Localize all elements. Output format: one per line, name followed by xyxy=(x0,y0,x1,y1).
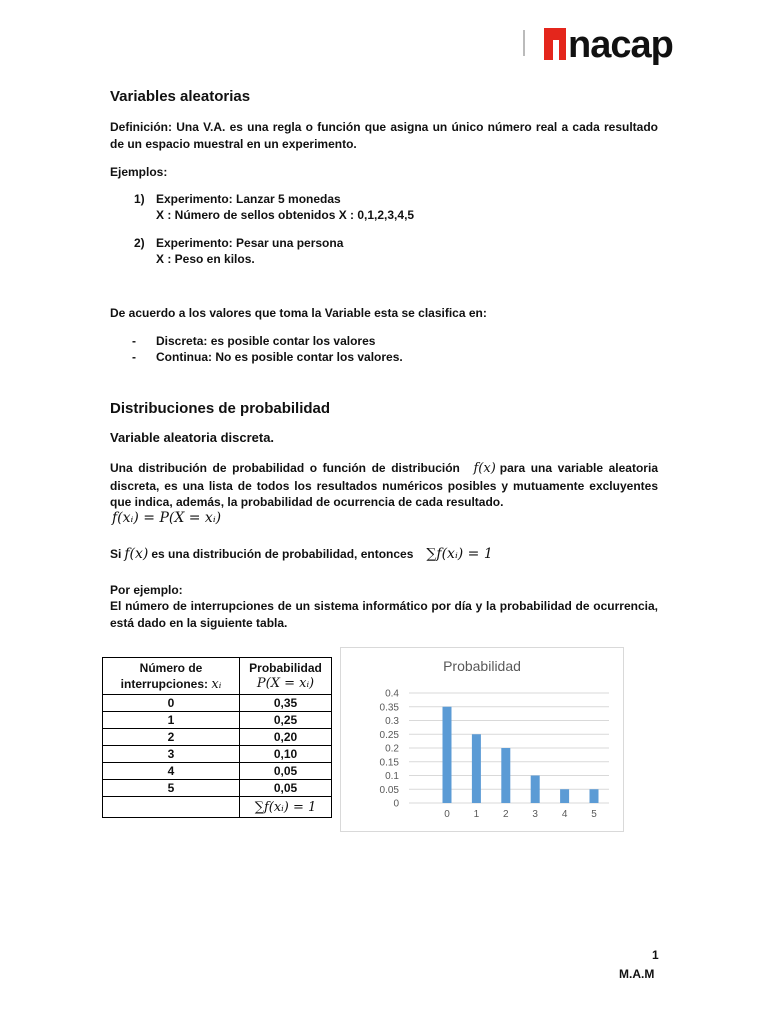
chart-ytick-label: 0.35 xyxy=(379,702,399,714)
cell-x: 2 xyxy=(103,729,240,746)
si-sentence xyxy=(110,546,493,563)
table-row xyxy=(103,729,332,746)
table-header-row xyxy=(103,658,332,695)
formula-f-equals-p: f(xᵢ) = P(X = xᵢ) xyxy=(112,510,222,526)
sum-formula: ∑f(xᵢ) = 1 xyxy=(426,546,493,562)
header-col-p-formula: P(X = xᵢ) xyxy=(256,676,315,691)
example-1-line1: Experimento: Lanzar 5 monedas xyxy=(156,192,341,206)
chart-bar-1 xyxy=(472,734,481,803)
header-col-x xyxy=(103,658,240,695)
chart-xtick-label: 1 xyxy=(473,809,480,820)
chart-bar-2 xyxy=(501,748,510,803)
definition-paragraph: Definición: Una V.A. es una regla o función que asigna un único número real a cada resultado de un espacio muestral en un experimento. xyxy=(110,120,658,151)
chart-xtick-label: 2 xyxy=(503,809,509,820)
table-row xyxy=(103,746,332,763)
section-title-variables: Variables aleatorias xyxy=(110,88,251,105)
page-number: 1 xyxy=(652,948,659,962)
class-1-dash: - xyxy=(132,334,136,348)
chart-svg xyxy=(341,648,623,831)
cell-x: 1 xyxy=(103,712,240,729)
cell-p: 0,05 xyxy=(240,763,332,780)
si-middle: es una distribución de probabilidad, entonces xyxy=(151,547,414,561)
chart-title: Probabilidad xyxy=(443,658,521,674)
header-col-x-var: xᵢ xyxy=(211,676,222,692)
para-before: Una distribución de probabilidad o función de distribución xyxy=(110,461,460,475)
chart-ytick-label: 0.3 xyxy=(385,716,399,727)
example-label: Por ejemplo: xyxy=(110,583,183,597)
chart-ytick-label: 0.15 xyxy=(379,757,399,769)
example-text: El número de interrupciones de un sistema informático por día y la probabilidad de ocurrencia, está dado en la siguiente tabla. xyxy=(110,599,658,630)
para-fx-formula: f(x) xyxy=(473,461,496,476)
si-fx-formula: f(x) xyxy=(124,546,149,562)
header-col-x-line2 xyxy=(103,676,239,693)
probability-chart xyxy=(340,647,624,832)
chart-ytick-label: 0.2 xyxy=(385,743,399,755)
table-row xyxy=(103,763,332,780)
logo-text: nacap xyxy=(568,24,673,66)
chart-ytick-label: 0.1 xyxy=(385,771,399,782)
section-title-distributions: Distribuciones de probabilidad xyxy=(110,400,331,417)
para-after: para una variable aleatoria discreta, es una lista de todos los resultados numéricos posibles y mutuamente excluyentes que indica, además, la probabilidad de ocurrencia de cada resultado. xyxy=(110,461,658,509)
example-1-line2: X : Número de sellos obtenidos X : 0,1,2,3,4,5 xyxy=(156,208,415,222)
example-2-line2: X : Peso en kilos. xyxy=(156,252,255,266)
table-row xyxy=(103,780,332,797)
cell-p: 0,35 xyxy=(240,695,332,712)
chart-bar-5 xyxy=(590,789,599,803)
chart-xtick-label: 0 xyxy=(444,809,450,820)
class-1-text: Discreta: es posible contar los valores xyxy=(156,334,376,348)
subtitle-discrete: Variable aleatoria discreta. xyxy=(110,430,275,445)
cell-x: 0 xyxy=(103,695,240,712)
cell-sum-formula: ∑f(xᵢ) = 1 xyxy=(240,797,332,818)
probability-table xyxy=(102,657,332,818)
logo-divider xyxy=(523,30,525,56)
class-2-dash: - xyxy=(132,350,136,364)
header-col-p-line1: Probabilidad xyxy=(249,661,322,675)
cell-p: 0,20 xyxy=(240,729,332,746)
classify-intro: De acuerdo a los valores que toma la Variable esta se clasifica en: xyxy=(110,306,487,320)
cell-p: 0,25 xyxy=(240,712,332,729)
chart-ytick-label: 0.25 xyxy=(379,729,399,741)
example-2-number: 2) xyxy=(134,236,145,250)
cell-p: 0,10 xyxy=(240,746,332,763)
chart-xtick-label: 3 xyxy=(532,809,538,820)
chart-bar-4 xyxy=(560,789,569,803)
example-2-line1: Experimento: Pesar una persona xyxy=(156,236,344,250)
si-prefix: Si xyxy=(110,547,122,561)
chart-xtick-label: 4 xyxy=(561,809,568,820)
author-initials: M.A.M xyxy=(619,967,655,981)
cell-x: 4 xyxy=(103,763,240,780)
chart-bar-3 xyxy=(531,776,540,804)
chart-ytick-label: 0.05 xyxy=(379,784,399,796)
table-row xyxy=(103,695,332,712)
header-col-x-line1: Número de xyxy=(139,660,203,675)
cell-x: 3 xyxy=(103,746,240,763)
chart-ytick-label: 0 xyxy=(393,798,399,810)
cell-empty xyxy=(103,797,240,818)
header-col-x-label: interrupciones: xyxy=(120,676,209,691)
distribution-paragraph xyxy=(110,460,658,511)
chart-bar-0 xyxy=(443,707,452,803)
logo-mark-icon xyxy=(544,28,566,60)
table-footer-row xyxy=(103,797,332,818)
header-col-p xyxy=(240,658,332,695)
chart-xtick-label: 5 xyxy=(591,809,597,820)
table-row xyxy=(103,712,332,729)
cell-p: 0,05 xyxy=(240,780,332,797)
class-2-text: Continua: No es posible contar los valores. xyxy=(156,350,403,364)
example-1-number: 1) xyxy=(134,192,145,206)
chart-ytick-label: 0.4 xyxy=(385,688,399,700)
examples-label: Ejemplos: xyxy=(110,165,168,179)
cell-x: 5 xyxy=(103,780,240,797)
